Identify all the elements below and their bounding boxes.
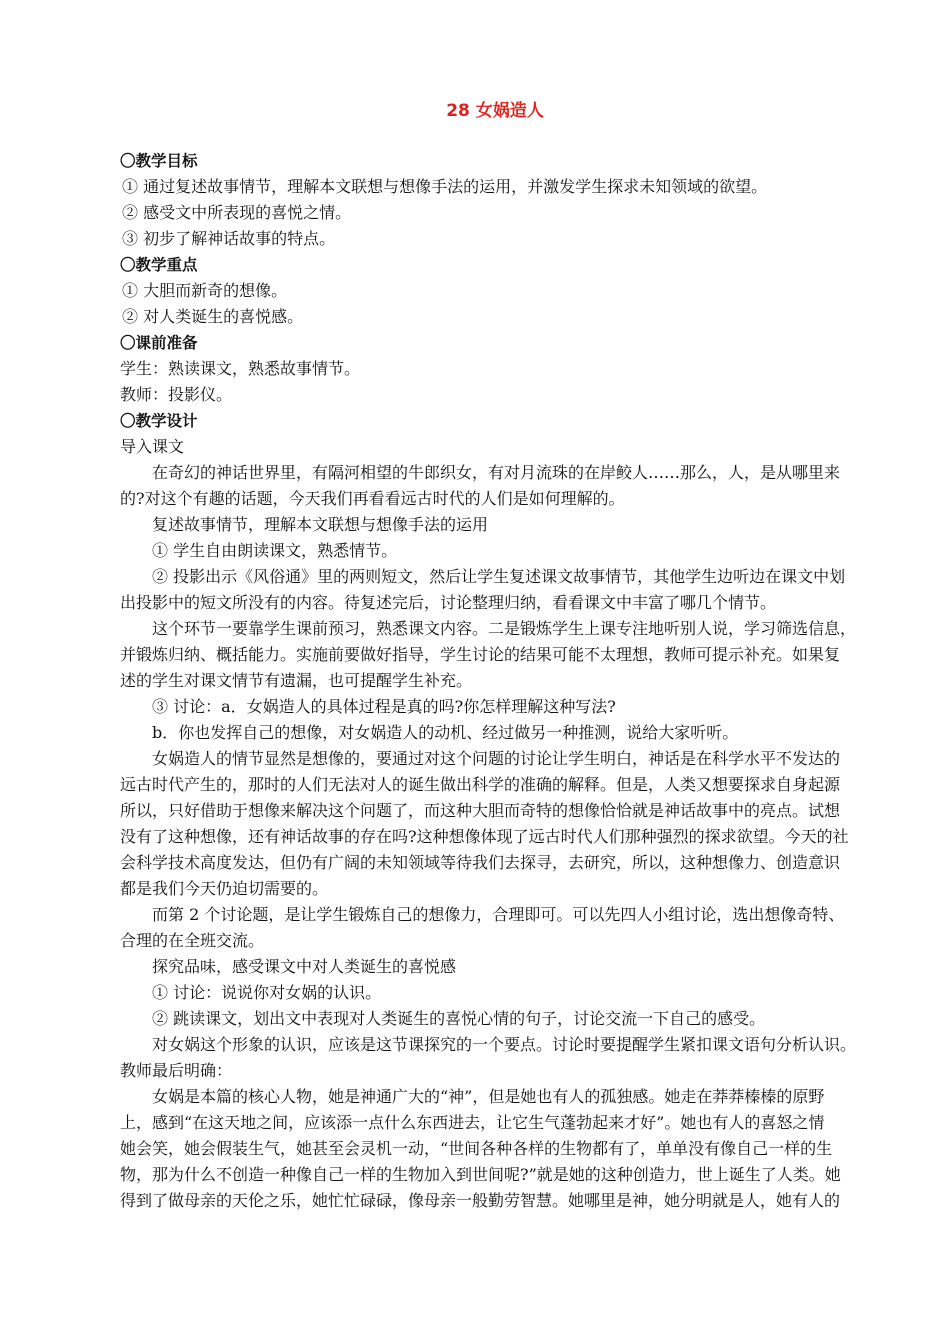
paragraph-line: 女娲是本篇的核心人物，她是神通广大的“神”，但是她也有人的孤独感。她走在莽莽榛榛的原野: [152, 1087, 825, 1106]
document-title: 28 女娲造人: [446, 101, 544, 121]
subsection-label: 导入课文: [120, 437, 185, 456]
goal-item: ② 感受文中所表现的喜悦之情。: [122, 203, 352, 222]
section-heading-focus: 〇教学重点: [120, 256, 198, 274]
paragraph-line: 述的学生对课文情节有遗漏，也可提醒学生补充。: [120, 671, 473, 690]
section-heading-prep: 〇课前准备: [120, 334, 198, 352]
paragraph-line: 并锻炼归纳、概括能力。实施前要做好指导，学生讨论的结果可能不太理想，教师可提示补充。如果复: [120, 645, 841, 664]
list-item: ② 跳读课文，划出文中表现对人类诞生的喜悦心情的句子，讨论交流一下自己的感受。: [152, 1009, 766, 1028]
list-item: ③ 讨论：a．女娲造人的具体过程是真的吗?你怎样理解这种写法?: [152, 697, 616, 716]
paragraph-line: 得到了做母亲的天伦之乐，她忙忙碌碌，像母亲一般勤劳智慧。她哪里是神，她分明就是人，她有人的: [120, 1191, 841, 1210]
focus-item: ② 对人类诞生的喜悦感。: [122, 307, 304, 326]
prep-item: 学生：熟读课文，熟悉故事情节。: [120, 359, 361, 378]
section-heading-design: 〇教学设计: [120, 412, 198, 430]
goal-item: ① 通过复述故事情节，理解本文联想与想像手法的运用，并激发学生探求未知领域的欲望。: [122, 177, 768, 196]
subsection-label: 探究品味，感受课文中对人类诞生的喜悦感: [152, 957, 457, 976]
paragraph-line: 会科学技术高度发达，但仍有广阔的未知领域等待我们去探寻，去研究，所以，这种想像力、创造意识: [120, 853, 841, 872]
prep-item: 教师：投影仪。: [120, 385, 233, 404]
subsection-label: 复述故事情节，理解本文联想与想像手法的运用: [152, 515, 489, 534]
paragraph-line: 都是我们今天仍迫切需要的。: [120, 879, 329, 898]
paragraph-line: 教师最后明确：: [120, 1061, 233, 1080]
paragraph-line: 所以，只好借助于想像来解决这个问题了，而这种大胆而奇特的想像恰恰就是神话故事中的亮点。试想: [120, 801, 841, 820]
paragraph-line: 这个环节一要靠学生课前预习，熟悉课文内容。二是锻炼学生上课专注地听别人说，学习筛选信息，: [152, 619, 857, 638]
paragraph-line: 在奇幻的神话世界里，有隔河相望的牛郎织女，有对月流珠的在岸鲛人……那么，人，是从哪里来: [152, 463, 841, 482]
section-heading-goals: 〇教学目标: [120, 152, 198, 170]
list-item: b．你也发挥自己的想像，对女娲造人的动机、经过做另一种推测，说给大家听听。: [152, 723, 739, 742]
paragraph-line: 合理的在全班交流。: [120, 931, 265, 950]
paragraph-line: 的?对这个有趣的话题，今天我们再看看远古时代的人们是如何理解的。: [120, 489, 625, 508]
paragraph-line: 上，感到“在这天地之间，应该添一点什么东西进去，让它生气蓬勃起来才好”。她也有人的喜怒之情: [120, 1113, 825, 1132]
document-page: [120, 96, 870, 1214]
goal-item: ③ 初步了解神话故事的特点。: [122, 229, 336, 248]
paragraph-line: 出投影中的短文所没有的内容。待复述完后，讨论整理归纳，看看课文中丰富了哪几个情节。: [120, 593, 777, 612]
paragraph-line: 她会笑，她会假装生气，她甚至会灵机一动，“世间各种各样的生物都有了，单单没有像自己一样的生: [120, 1139, 833, 1158]
paragraph-line: 女娲造人的情节显然是想像的，要通过对这个问题的讨论让学生明白，神话是在科学水平不发达的: [152, 749, 841, 768]
paragraph-line: 物，那为什么不创造一种像自己一样的生物加入到世间呢?”就是她的这种创造力，世上诞生了人类。她: [120, 1165, 841, 1184]
focus-item: ① 大胆而新奇的想像。: [122, 281, 288, 300]
list-item: ① 讨论：说说你对女娲的认识。: [152, 983, 382, 1002]
paragraph-line: 没有了这种想像，还有神话故事的存在吗?这种想像体现了远古时代人们那种强烈的探求欲望。今天的社: [120, 827, 849, 846]
list-item: ② 投影出示《风俗通》里的两则短文，然后让学生复述课文故事情节，其他学生边听边在课文中划: [152, 567, 846, 586]
paragraph-line: 远古时代产生的，那时的人们无法对人的诞生做出科学的准确的解释。但是，人类又想要探求自身起源: [120, 775, 841, 794]
paragraph-line: 对女娲这个形象的认识，应该是这节课探究的一个要点。讨论时要提醒学生紧扣课文语句分析认识。: [152, 1035, 857, 1054]
paragraph-line: 而第 2 个讨论题，是让学生锻炼自己的想像力，合理即可。可以先四人小组讨论，选出想像奇特、: [152, 905, 845, 924]
list-item: ① 学生自由朗读课文，熟悉情节。: [152, 541, 398, 560]
